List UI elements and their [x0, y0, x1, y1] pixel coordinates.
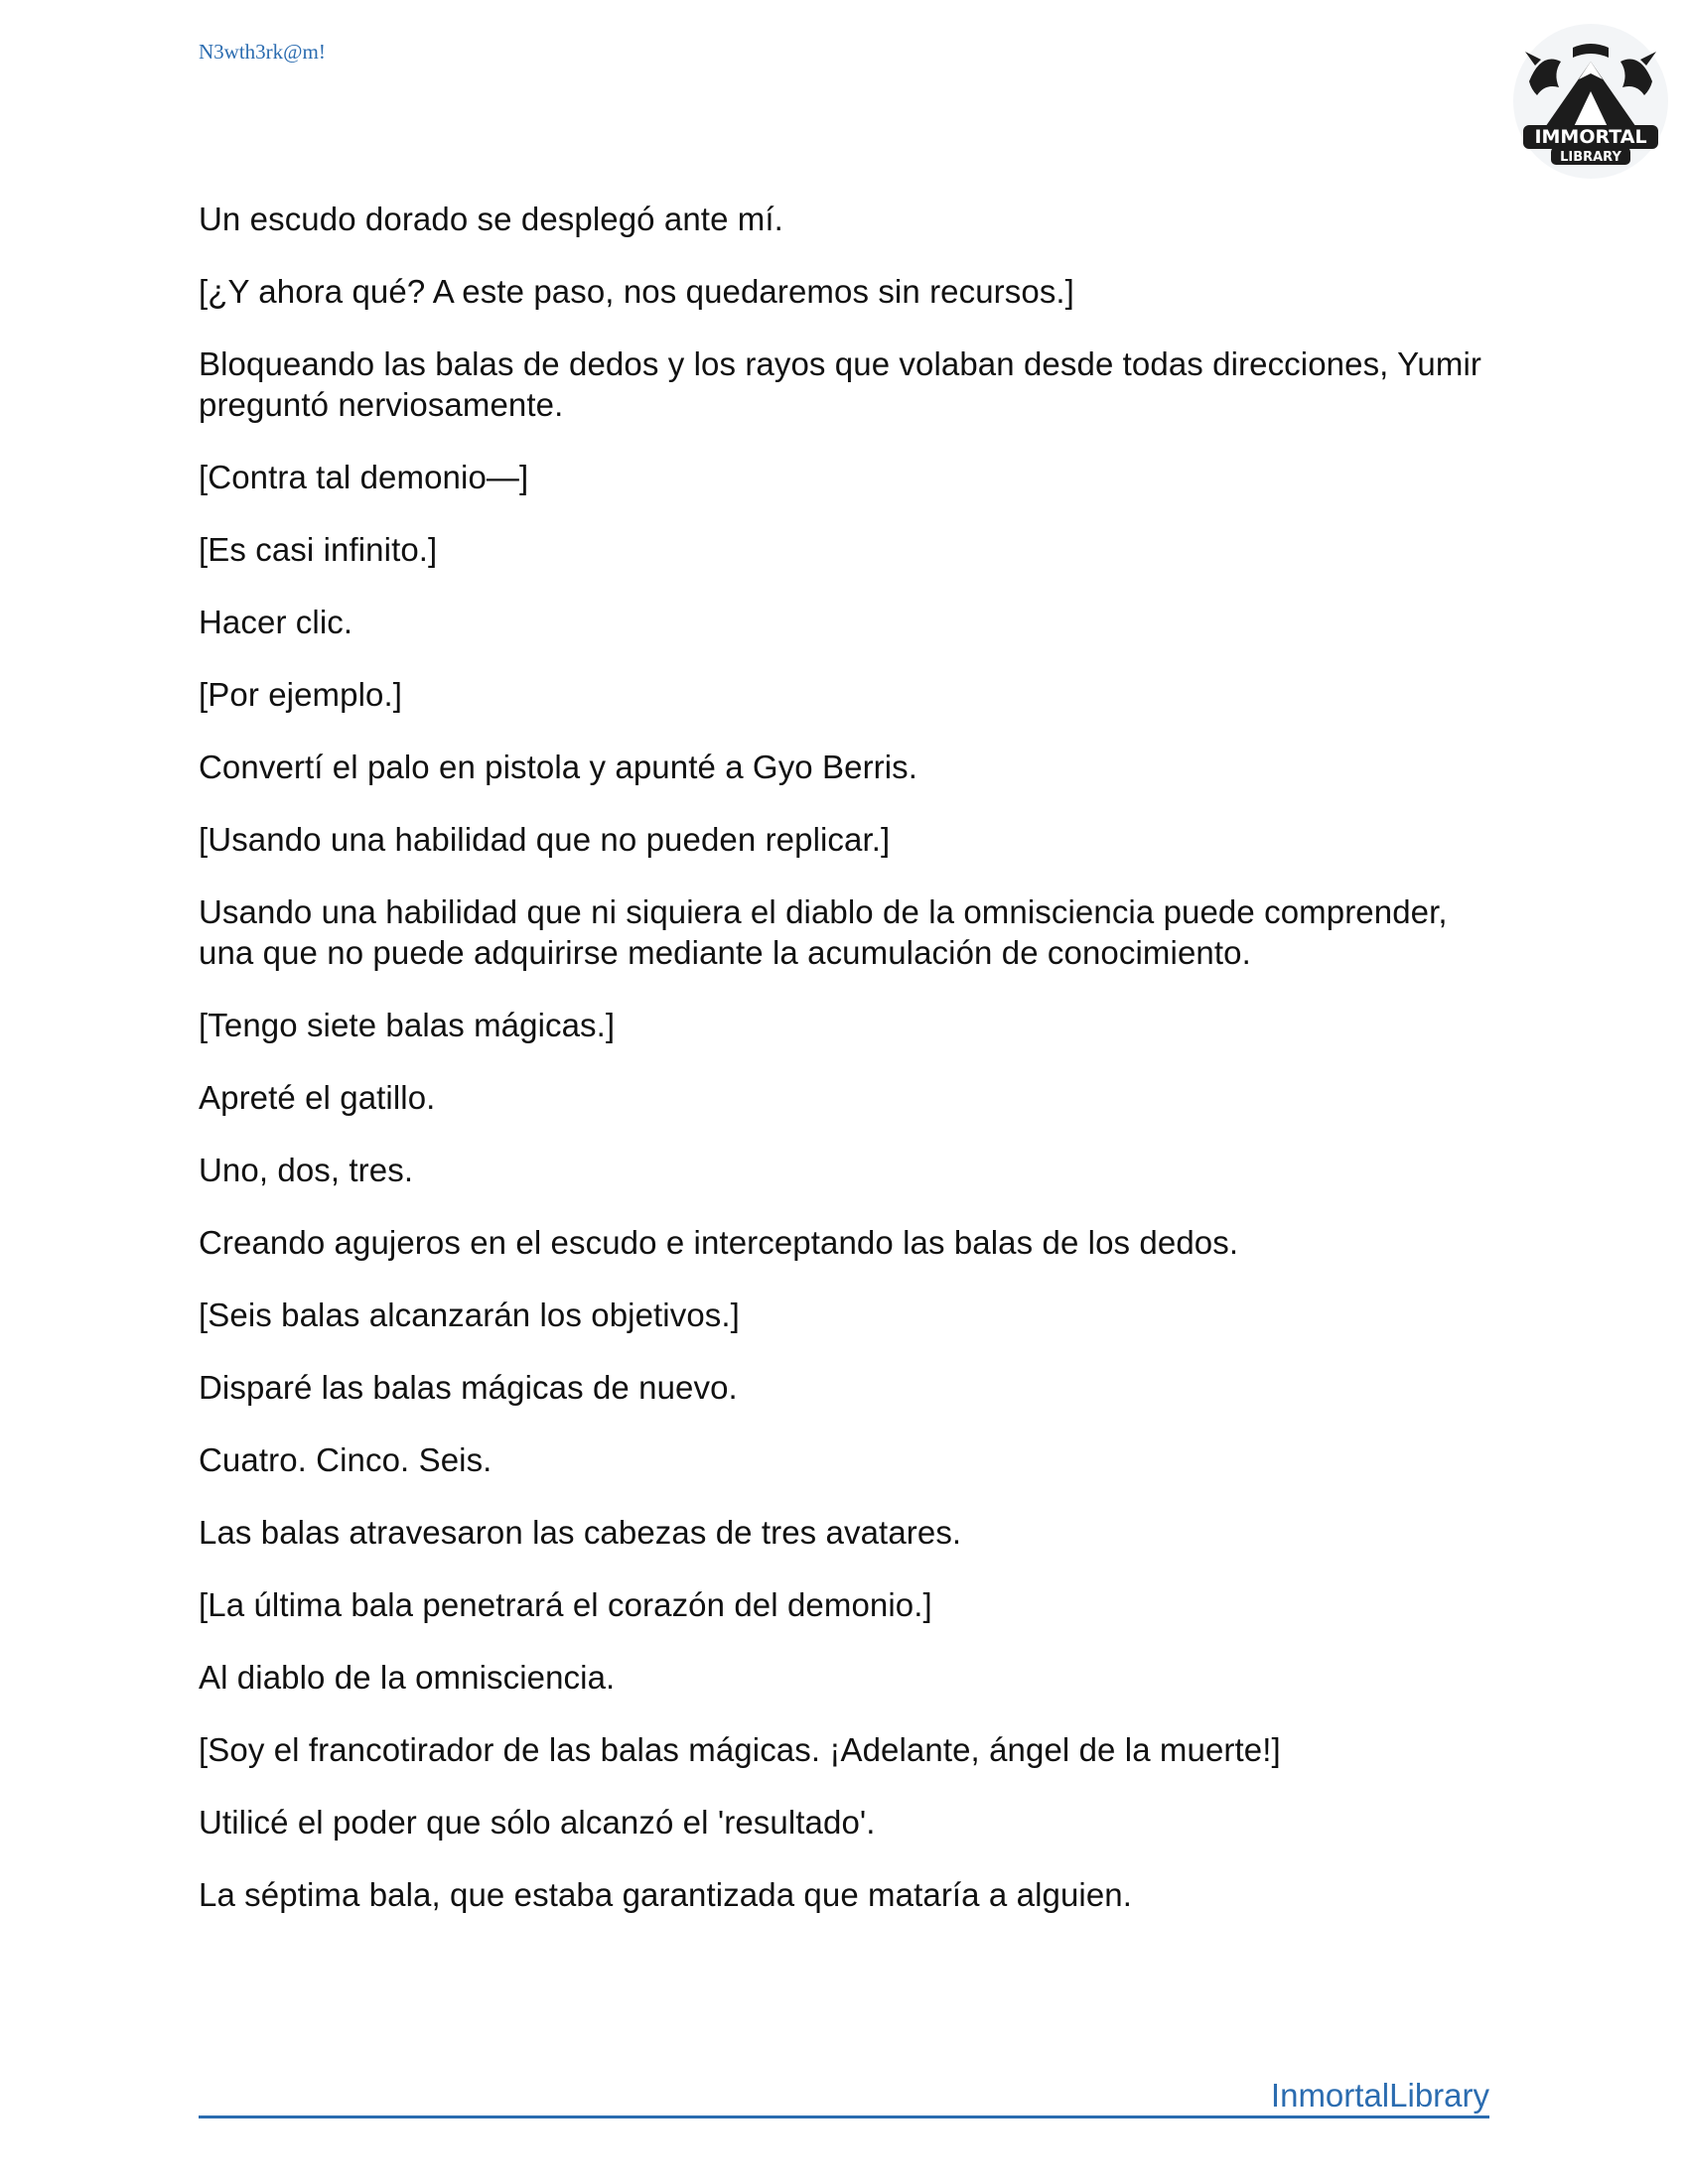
- footer-divider: [199, 2116, 1489, 2118]
- logo-line1: IMMORTAL: [1534, 126, 1647, 148]
- paragraph: La séptima bala, que estaba garantizada que mataría a alguien.: [199, 1876, 1133, 1913]
- paragraph: Convertí el palo en pistola y apunté a Gyo Berris.: [199, 749, 918, 785]
- paragraph: Usando una habilidad que ni siquiera el diablo de la omnisciencia puede comprender, una que no puede adquirirse mediante la acumulación de conocimiento.: [199, 893, 1448, 971]
- paragraph: [Usando una habilidad que no pueden replicar.]: [199, 821, 891, 858]
- paragraph: [Soy el francotirador de las balas mágicas. ¡Adelante, ángel de la muerte!]: [199, 1731, 1281, 1768]
- paragraph: [Es casi infinito.]: [199, 531, 438, 568]
- paragraph: Bloqueando las balas de dedos y los rayos que volaban desde todas direcciones, Yumir preguntó nerviosamente.: [199, 345, 1481, 423]
- paragraph: [La última bala penetrará el corazón del demonio.]: [199, 1586, 932, 1623]
- paragraph: Disparé las balas mágicas de nuevo.: [199, 1369, 738, 1406]
- logo-line2: LIBRARY: [1560, 150, 1621, 165]
- paragraph: [Por ejemplo.]: [199, 676, 402, 713]
- document-body: [199, 199, 1489, 1947]
- paragraph: Al diablo de la omnisciencia.: [199, 1659, 616, 1696]
- logo-icon: [1511, 22, 1670, 181]
- footer-link[interactable]: InmortalLibrary: [1270, 2077, 1489, 2114]
- paragraph: Cuatro. Cinco. Seis.: [199, 1441, 492, 1478]
- paragraph: Utilicé el poder que sólo alcanzó el 'resultado'.: [199, 1804, 876, 1841]
- paragraph: Uno, dos, tres.: [199, 1152, 414, 1188]
- paragraph: Las balas atravesaron las cabezas de tres avatares.: [199, 1514, 962, 1551]
- paragraph: Creando agujeros en el escudo e interceptando las balas de los dedos.: [199, 1224, 1239, 1261]
- paragraph: [Tengo siete balas mágicas.]: [199, 1007, 616, 1043]
- paragraph: Apreté el gatillo.: [199, 1079, 436, 1116]
- paragraph: [Contra tal demonio—]: [199, 459, 529, 495]
- paragraph: [¿Y ahora qué? A este paso, nos quedaremos sin recursos.]: [199, 273, 1074, 310]
- paragraph: Hacer clic.: [199, 604, 353, 640]
- paragraph: Un escudo dorado se desplegó ante mí.: [199, 201, 783, 237]
- immortal-library-logo: [1511, 22, 1670, 181]
- paragraph: [Seis balas alcanzarán los objetivos.]: [199, 1297, 740, 1333]
- header-watermark-text: N3wth3rk@m!: [199, 40, 326, 64]
